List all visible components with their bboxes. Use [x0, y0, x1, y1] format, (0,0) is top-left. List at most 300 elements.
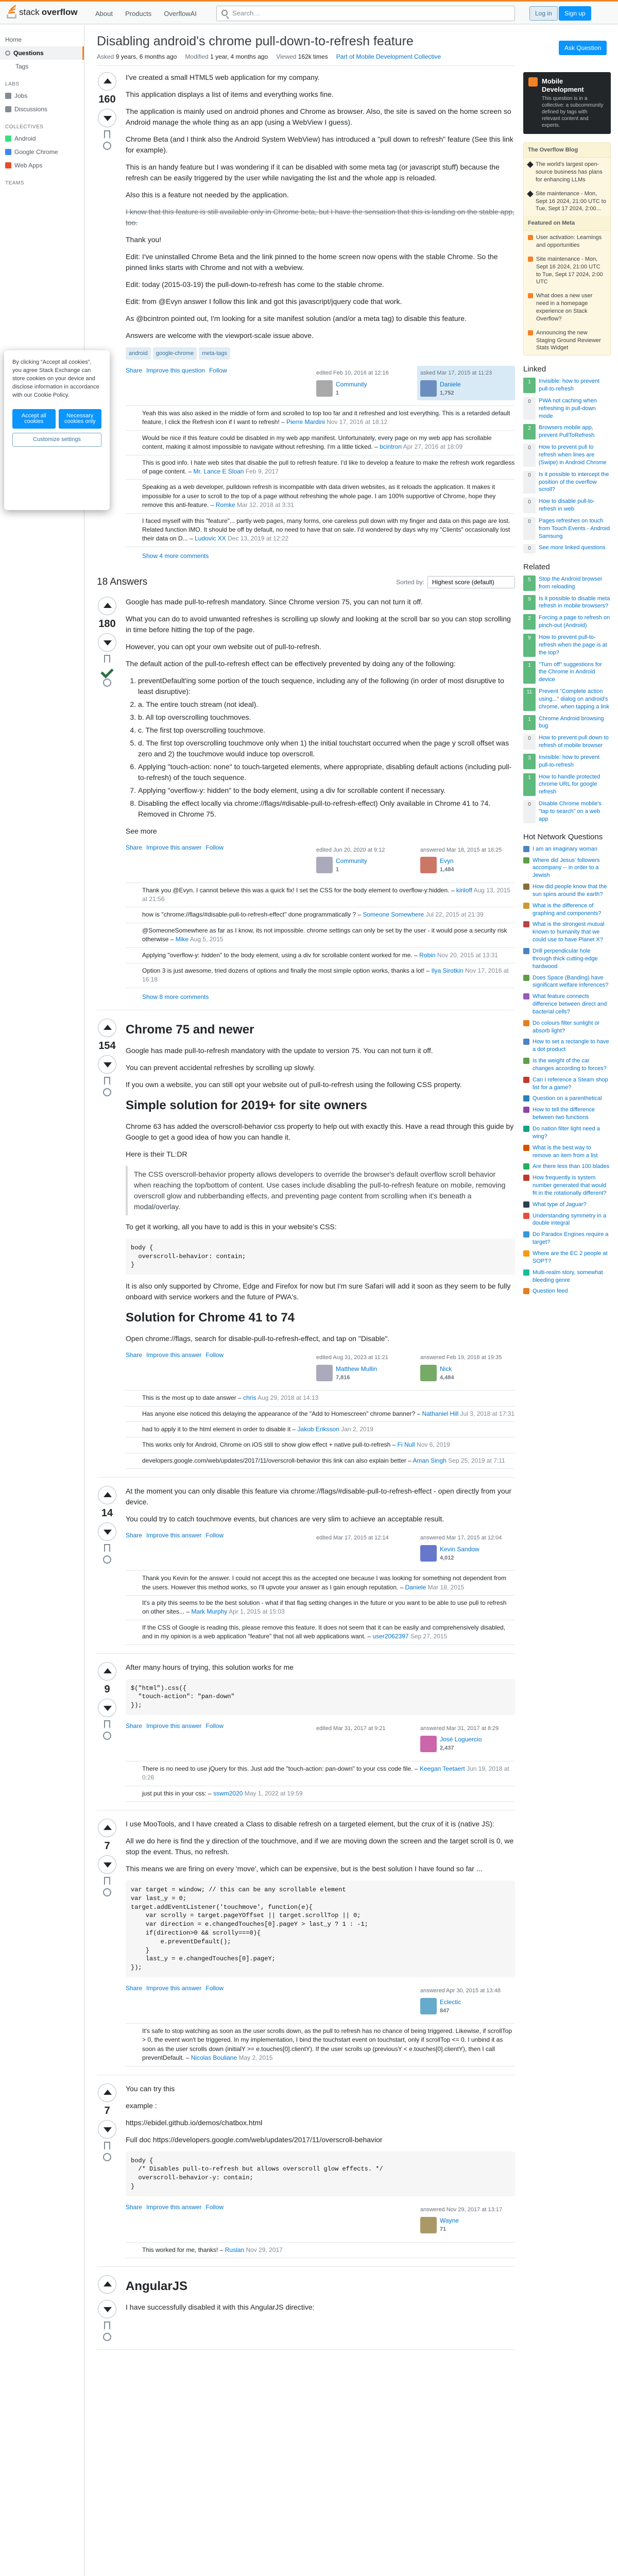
upvote-icon[interactable] [98, 2275, 116, 2294]
related-item[interactable] [523, 595, 611, 611]
related-item[interactable] [523, 773, 611, 796]
nav-collective-android[interactable] [0, 132, 84, 145]
hot-question-label[interactable]: Do Paradox Engines require a target? [533, 1231, 609, 1246]
bookmark-icon[interactable] [104, 130, 110, 139]
post-menu [126, 1350, 224, 1360]
history-icon[interactable] [103, 679, 111, 687]
comment-date[interactable]: Jun 19, 2018 at 0:26 [142, 1765, 509, 1782]
hot-question-label[interactable]: Drill perpendicular hole through thick cutting-edge hardwood [533, 947, 598, 970]
linked-item-label[interactable]: Pages refreshes on touch from Touch Events - Android Samsung [539, 517, 610, 539]
related-item-label[interactable]: "Turn off" suggestions for the Chrome in Android device [539, 661, 602, 683]
bookmark-icon[interactable] [104, 1077, 110, 1085]
share-link[interactable]: Share [126, 1985, 143, 1992]
hot-question-item[interactable] [523, 1125, 611, 1141]
featured-item[interactable] [524, 231, 610, 252]
necessary-cookies-button[interactable]: Necessary cookies only [59, 409, 102, 429]
linked-item[interactable] [523, 378, 611, 393]
linked-item[interactable] [523, 471, 611, 494]
bookmark-icon[interactable] [104, 2321, 110, 2330]
follow-link[interactable]: Follow [205, 1985, 224, 1992]
comment-user[interactable]: kiriloff [456, 886, 472, 894]
upvote-icon[interactable] [98, 1662, 116, 1681]
hot-question-label[interactable]: Do nation filter light need a wing? [533, 1126, 600, 1140]
comment-date[interactable]: Feb 9, 2017 [245, 467, 279, 475]
avatar[interactable] [420, 1545, 437, 1562]
answer-body [126, 1019, 515, 1469]
related-item[interactable] [523, 715, 611, 731]
related-item[interactable] [523, 688, 611, 711]
editor-user [316, 1364, 408, 1382]
share-link[interactable]: Share [126, 843, 143, 851]
downvote-icon[interactable] [98, 1055, 116, 1074]
comment-text: Thank you @Evyn. I cannot believe this was a quick fix! I set the CSS for the body element to overflow-y:hidden. [142, 886, 450, 894]
comment-user[interactable]: Fi Null [397, 1441, 415, 1449]
answered-date: answered Mar 17, 2015 at 12:04 [420, 1535, 502, 1541]
related-item-label[interactable]: Prevent "Complete action using..." dialog on android's chrome, when tapping a link [539, 688, 609, 710]
comment-date[interactable]: Dec 13, 2019 at 12:22 [228, 535, 289, 543]
hot-question-item[interactable] [523, 845, 611, 853]
hot-question-item[interactable] [523, 1212, 611, 1228]
hot-question-label[interactable]: What is the difference of graphing and components? [533, 902, 602, 917]
hot-question-item[interactable] [523, 1057, 611, 1073]
upvote-icon[interactable] [98, 1486, 116, 1504]
follow-link[interactable]: Follow [205, 2203, 224, 2211]
answer-post [97, 2083, 515, 2267]
meta-icon [528, 330, 533, 335]
comment [126, 923, 515, 948]
history-icon[interactable] [103, 1088, 111, 1096]
nav-overflowai[interactable]: OverflowAI [164, 10, 197, 18]
downvote-icon[interactable] [98, 633, 116, 652]
hot-question-item[interactable] [523, 1163, 611, 1171]
hot-question-label[interactable]: What type of Jaguar? [533, 1201, 587, 1208]
score-badge: 9 [523, 595, 536, 611]
comment-date[interactable]: May 2, 2015 [238, 2054, 273, 2062]
related-item[interactable] [523, 634, 611, 657]
comment [126, 431, 515, 455]
comment-date[interactable]: Apr 27, 2016 at 18:09 [403, 443, 462, 451]
answer-paragraph: I use MooTools, and I have created a Class to disable refresh on a targeted element, but the crux of it is (native JS): [126, 1820, 494, 1828]
nav-tags[interactable] [0, 60, 84, 73]
question-title[interactable]: Disabling android's chrome pull-down-to-refresh feature [97, 34, 414, 48]
comment-score [126, 517, 138, 544]
hot-question-item[interactable] [523, 921, 611, 944]
downvote-icon[interactable] [98, 1522, 116, 1541]
hot-question-label[interactable]: Question feed [533, 1288, 568, 1295]
hot-question-item[interactable] [523, 883, 611, 899]
related-item[interactable] [523, 661, 611, 684]
history-icon[interactable] [103, 2333, 111, 2341]
nav-home[interactable] [0, 33, 84, 46]
comment-date[interactable]: Jan 2, 2019 [341, 1425, 373, 1433]
blog-item[interactable] [524, 187, 610, 216]
featured-item[interactable] [524, 326, 610, 355]
hot-question-label[interactable]: Where did Jesus' followers accompany -- in order to a Jewish [533, 857, 600, 879]
question-meta [97, 53, 515, 66]
hot-question-item[interactable] [523, 902, 611, 918]
author-name[interactable]: José Loguercio [440, 1736, 482, 1743]
downvote-icon[interactable] [98, 2300, 116, 2318]
site-logo[interactable] [7, 6, 78, 19]
upvote-icon[interactable] [98, 597, 116, 615]
comment-score [126, 1765, 138, 1783]
author-name[interactable]: Daniele [440, 380, 461, 388]
history-icon[interactable] [103, 2153, 111, 2161]
comment-text: It's a pity this seems to be the best solution - what if that flag setting changes in the future or you want to be able to use pull to refresh on other sites... [142, 1599, 507, 1616]
edited-date[interactable]: edited Mar 17, 2015 at 12:14 [316, 1535, 389, 1541]
comment-user[interactable]: sswm2020 [213, 1789, 243, 1797]
upvote-icon[interactable] [98, 2083, 116, 2102]
related-item[interactable] [523, 800, 611, 823]
related-item-label[interactable]: Disable Chrome mobile's "tap to search" on a web app [539, 801, 602, 822]
comment-date[interactable]: Aug 29, 2018 at 14:13 [258, 1394, 319, 1402]
linked-item-label[interactable]: See more linked questions [539, 545, 606, 551]
share-link[interactable]: Share [126, 1351, 143, 1359]
linked-item[interactable] [523, 424, 611, 439]
hot-question-item[interactable] [523, 857, 611, 880]
customize-cookies-button[interactable]: Customize settings [12, 433, 101, 447]
show-more-comments[interactable]: Show 8 more comments [142, 993, 209, 1001]
comment-user[interactable]: Aman Singh [413, 1456, 447, 1464]
hot-question-item[interactable] [523, 1076, 611, 1092]
related-item-label[interactable]: Is it possible to disable meta refresh in mobile browsers? [539, 595, 610, 609]
comment-date[interactable]: Aug 13, 2015 at 21:56 [142, 886, 511, 903]
hot-question-label[interactable]: Is the weight of the car changes according to forces? [533, 1058, 607, 1072]
hot-question-item[interactable] [523, 1250, 611, 1265]
linked-item[interactable] [523, 517, 611, 540]
related-item-label[interactable]: How to prevent pull-to-refresh when the page is at the top? [539, 634, 607, 656]
hot-question-label[interactable]: Can I reference a Steam shop list for a game? [533, 1076, 608, 1091]
follow-link[interactable]: Follow [205, 843, 224, 851]
collective-card[interactable] [523, 72, 611, 134]
answer-list-item: 6. Applying "touch-action: none" to touch-targeted elements, where appropriate, disabling default actions (including pull-to-refresh) of the touch sequence. [138, 761, 515, 783]
comment-score [126, 886, 138, 904]
comment-date[interactable]: May 1, 2022 at 19:59 [244, 1789, 303, 1797]
bookmark-icon[interactable] [104, 1720, 110, 1728]
downvote-icon[interactable] [98, 2120, 116, 2139]
bookmark-icon[interactable] [104, 2142, 110, 2150]
avatar[interactable] [420, 1736, 437, 1752]
avatar[interactable] [420, 2217, 437, 2233]
related-item-label[interactable]: Invisible: how to prevent pull-to-refresh [539, 754, 600, 768]
comment-user[interactable]: user2062397 [372, 1633, 409, 1640]
hot-question-label[interactable]: What feature connects difference between direct and bacterial cells? [533, 993, 607, 1015]
linked-item-label[interactable]: PWA not caching when refreshing in pull-down mode [539, 397, 597, 419]
accept-cookies-button[interactable]: Accept all cookies [12, 409, 56, 429]
search-icon [221, 10, 228, 16]
comment-date[interactable]: Nov 29, 2017 [246, 2246, 283, 2253]
comment-user[interactable]: Nicolas Bouliane [191, 2054, 237, 2062]
site-icon [523, 1250, 529, 1257]
author-rep: 2,437 [440, 1745, 454, 1752]
comment-user[interactable]: Mark Murphy [191, 1608, 228, 1616]
show-more-comments[interactable]: Show 4 more comments [142, 552, 209, 560]
edited-date[interactable]: edited Aug 31, 2023 at 11:21 [316, 1354, 388, 1361]
linked-item[interactable] [523, 444, 611, 467]
comment-date[interactable]: Jul 3, 2018 at 17:31 [460, 1410, 514, 1417]
comment [126, 1761, 515, 1786]
history-icon[interactable] [103, 142, 111, 150]
hot-question-label[interactable]: How did people know that the sun spins around the earth? [533, 884, 607, 897]
improve-link[interactable]: Improve this answer [146, 1985, 202, 1992]
history-icon[interactable] [103, 1732, 111, 1740]
author-name[interactable]: Wayne [440, 2217, 459, 2225]
upvote-icon[interactable] [98, 1819, 116, 1837]
editor-name[interactable]: Community [336, 857, 367, 865]
author-user [420, 1545, 512, 1563]
hot-question-label[interactable]: Are there less than 100 blades [533, 1163, 610, 1170]
follow-link[interactable]: Follow [205, 1351, 224, 1359]
comment-date[interactable]: Jul 22, 2015 at 21:39 [425, 911, 484, 919]
see-more-link[interactable]: See more [126, 826, 157, 835]
comment-body: developers.google.com/web/updates/2017/11/overscroll-behavior this link can also explain better – Aman Singh Sep 25, 2019 at 7:11 [142, 1456, 505, 1464]
comment-user[interactable]: Mike [175, 936, 189, 943]
score-badge: 0 [523, 471, 536, 494]
hot-question-item[interactable] [523, 947, 611, 971]
hot-question-item[interactable] [523, 1106, 611, 1122]
hot-question-item[interactable] [523, 993, 611, 1016]
comment-date[interactable]: Nov 6, 2019 [417, 1441, 450, 1449]
score-badge: 0 [523, 800, 536, 823]
tag-android[interactable]: android [126, 347, 151, 360]
author-rep: 4,484 [440, 1374, 454, 1381]
share-link[interactable]: Share [126, 1532, 143, 1539]
answer-heading: Chrome 75 and newer [126, 1022, 254, 1037]
sort-select[interactable]: Highest score (default) [427, 576, 515, 588]
blog-item[interactable] [524, 158, 610, 187]
comment-user[interactable]: Mr. Lance E Sloan [193, 467, 244, 475]
edited-date[interactable]: edited Jun 20, 2020 at 9:12 [316, 846, 385, 853]
downvote-icon[interactable] [98, 1699, 116, 1717]
question-paragraph: As @bcintron pointed out, I'm looking for a site manifest solution (and/or a meta tag) to disable this feature. [126, 314, 467, 323]
comment-score [126, 409, 138, 427]
share-link[interactable]: Share [126, 2203, 143, 2211]
bookmark-icon[interactable] [104, 1877, 110, 1885]
comment-date[interactable]: Nov 20, 2015 at 13:31 [437, 951, 498, 959]
avatar[interactable] [316, 380, 333, 397]
linked-item-label[interactable]: Invisible: how to prevent pull-to-refresh [539, 378, 600, 393]
share-link[interactable]: Share [126, 367, 143, 374]
blog-heading: The Overflow Blog [524, 143, 610, 158]
comment-user[interactable]: Ilya Sirotkin [431, 967, 464, 975]
bookmark-icon[interactable] [104, 655, 110, 663]
hot-question-item[interactable] [523, 1174, 611, 1197]
comment-body: @SomeoneSomewhere as far as I know, its not impossible. chrome settings can only be set by the user - it would pose a security risk otherwise – Mike Aug 5, 2015 [142, 926, 507, 943]
hot-question-label[interactable]: Do colours filter sunlight or absorb light? [533, 1020, 600, 1034]
comment-user[interactable]: chris [243, 1394, 256, 1402]
comment-user[interactable]: Nathaniel Hill [422, 1410, 459, 1417]
author-rep: 1,752 [440, 389, 454, 396]
hot-question-item[interactable] [523, 1287, 611, 1295]
improve-link[interactable]: Improve this answer [146, 1351, 202, 1359]
related-item[interactable] [523, 734, 611, 750]
hot-question-label[interactable]: How to set a rectangle to have a dot product [533, 1039, 609, 1053]
answer-footer [126, 2202, 515, 2237]
editor-name[interactable]: Community [336, 380, 367, 388]
comment-user[interactable]: Romke [215, 501, 235, 509]
comment-score [126, 1623, 138, 1641]
comment-user[interactable]: Daniele [405, 1583, 426, 1591]
linked-item-label[interactable]: Is it possible to intercept the position of the overflow scroll? [539, 471, 609, 493]
hot-question-label[interactable]: What is the best way to remove an item from a list [533, 1144, 598, 1159]
hot-question-item[interactable] [523, 1144, 611, 1160]
ask-question-button[interactable]: Ask Question [559, 41, 607, 55]
collective-badge[interactable]: Part of Mobile Development Collective [336, 53, 441, 60]
modified-label: Modified [185, 53, 209, 60]
upvote-icon[interactable] [98, 1019, 116, 1037]
bookmark-icon[interactable] [104, 1544, 110, 1552]
answer-footer [126, 1984, 515, 2018]
hot-question-item[interactable] [523, 1201, 611, 1209]
comment-date[interactable]: Mar 12, 2018 at 3:31 [237, 501, 294, 509]
hot-question-label[interactable]: Question on a parenthetical [533, 1095, 602, 1102]
nav-products[interactable]: Products [125, 10, 152, 18]
hot-question-label[interactable]: How to tell the difference between two functions [533, 1107, 595, 1121]
nav-collective-chrome[interactable] [0, 145, 84, 159]
downvote-icon[interactable] [98, 109, 116, 127]
comment-date[interactable]: Nov 17, 2016 at 16:18 [142, 967, 509, 984]
answer-footer [126, 1531, 515, 1565]
post-menu [126, 2202, 224, 2212]
follow-link[interactable]: Follow [209, 367, 227, 374]
edited-date[interactable]: Feb 10, 2016 at 12:16 [333, 370, 389, 376]
related-item[interactable] [523, 754, 611, 769]
code-block: var target = window; // this can be any scrollable element var last_y = 0; target.addEventListener('touchmove', function(e){ var scrolly = target.pageYOffset || target.scrollTop || 0; var direction = e.changedTouches[0].pageY > last_y ? 1 : -1; if(direction>0 && scrolly===0){ e.preventDefault(); } last_y = e.changedTouches[0].pageY; }); [126, 1880, 515, 1977]
avatar[interactable] [420, 380, 437, 397]
history-icon[interactable] [103, 1888, 111, 1896]
comment-score [126, 1440, 138, 1449]
comment-user[interactable]: Pierre Mardini [286, 418, 325, 426]
hot-question-label[interactable]: Multi-realm story, somewhat bleeding genre [533, 1269, 603, 1283]
site-icon [523, 1077, 529, 1083]
related-item-label[interactable]: How to prevent pull down to refresh of mobile browser [539, 735, 609, 749]
author-name[interactable]: Eclectic [440, 1998, 461, 2006]
author-name[interactable]: Nick [440, 1365, 452, 1372]
comment-score [126, 926, 138, 944]
comment-body: This worked for me, thanks! – Ruslan Nov 29, 2017 [142, 2246, 283, 2253]
modified-value[interactable]: 1 year, 4 months ago [210, 53, 268, 60]
editor-name[interactable]: Matthew Mullin [336, 1365, 377, 1372]
comment-date[interactable]: Mar 18, 2015 [427, 1583, 465, 1591]
nav-questions[interactable] [0, 46, 84, 60]
score-badge: 2 [523, 424, 536, 439]
linked-item[interactable] [523, 544, 611, 553]
login-button[interactable]: Log in [529, 6, 558, 21]
hot-question-item[interactable] [523, 1020, 611, 1035]
comment-user[interactable]: Robin [419, 951, 436, 959]
improve-link[interactable]: Improve this answer [146, 1722, 202, 1730]
related-item-label[interactable]: How to handle protected chrome URL for google refresh [539, 773, 600, 795]
search-input[interactable] [216, 6, 515, 21]
author-signature [417, 843, 515, 877]
search-placeholder: Search… [232, 9, 261, 17]
follow-link[interactable]: Follow [205, 1532, 224, 1539]
hot-question-label[interactable]: Where are the EC 2 people at SOPT? [533, 1250, 608, 1264]
nav-discussions[interactable] [0, 103, 84, 116]
follow-link[interactable]: Follow [205, 1722, 224, 1730]
collective-chrome-label: Google Chrome [14, 148, 58, 156]
signup-button[interactable]: Sign up [559, 6, 591, 21]
comment [126, 1453, 515, 1469]
related-item-label[interactable]: Chrome Android browsing bug [539, 715, 604, 730]
comment-date[interactable]: Apr 1, 2015 at 15:03 [229, 1608, 285, 1616]
tag-meta-tags[interactable]: meta-tags [199, 347, 230, 360]
hot-question-label[interactable]: Does Space (Banding) have significant welfare inferences? [533, 974, 609, 989]
comment-body: how is "chrome://flags/#disable-pull-to-refresh-effect" done programmatically ? – Someone Somewhere Jul 22, 2015 at 21:39 [142, 911, 484, 919]
hot-question-item[interactable] [523, 974, 611, 990]
hot-question-item[interactable] [523, 1269, 611, 1284]
linked-item-label[interactable]: How to disable pull-to-refresh in web [539, 498, 595, 513]
upvote-icon[interactable] [98, 72, 116, 91]
hot-question-label[interactable]: What is the strongest mutual known to humanity that we could use to have Planet X? [533, 921, 605, 943]
nav-jobs[interactable] [0, 89, 84, 103]
improve-link[interactable]: Improve this answer [146, 1532, 202, 1539]
comment-date[interactable]: Sep 27, 2015 [410, 1633, 448, 1640]
author-name[interactable]: Evyn [440, 857, 454, 865]
hot-question-label[interactable]: I am an imaginary woman [533, 845, 597, 852]
author-signature [417, 1350, 515, 1385]
avatar[interactable] [420, 857, 437, 873]
comment-date[interactable]: Aug 5, 2015 [190, 936, 224, 943]
hot-question-item[interactable] [523, 1231, 611, 1246]
nav-collective-webapps[interactable] [0, 159, 84, 172]
post-signatures [313, 1721, 515, 1756]
improve-link[interactable]: Improve this answer [146, 2203, 202, 2211]
comment-date[interactable]: Nov 17, 2016 at 18:12 [327, 418, 388, 426]
avatar[interactable] [420, 1365, 437, 1381]
site-icon [523, 1175, 529, 1181]
comment-user[interactable]: Someone Somewhere [363, 911, 424, 919]
related-item[interactable] [523, 614, 611, 630]
featured-item[interactable] [524, 289, 610, 326]
hot-question-label[interactable]: Understanding symmetry in a double integral [533, 1212, 607, 1227]
comment-user[interactable]: bcintron [380, 443, 402, 451]
share-link[interactable]: Share [126, 1722, 143, 1730]
comment-date[interactable]: Sep 25, 2019 at 7:11 [448, 1456, 505, 1464]
related-item-label[interactable]: Stop the Android browser from reloading [539, 575, 603, 590]
comment-user[interactable]: Ludovic XX [195, 535, 226, 543]
improve-link[interactable]: Improve this answer [146, 843, 202, 851]
history-icon[interactable] [103, 1555, 111, 1564]
improve-link[interactable]: Improve this question [146, 367, 205, 374]
comment-user[interactable]: Ruslan [225, 2246, 245, 2253]
linked-item[interactable] [523, 498, 611, 513]
linked-item-label[interactable]: Browsers mobile app, prevent PullToRefresh [539, 425, 595, 439]
related-item[interactable] [523, 575, 611, 591]
author-signature [417, 2202, 515, 2237]
score-badge: 1 [523, 378, 536, 393]
nav-about[interactable]: About [95, 10, 113, 18]
hot-question-item[interactable] [523, 1095, 611, 1103]
hot-question-label[interactable]: How frequently is system number generated that would fit in the rotationally different? [533, 1175, 607, 1196]
avatar[interactable] [316, 1365, 333, 1381]
tag-google-chrome[interactable]: google-chrome [153, 347, 197, 360]
hot-question-item[interactable] [523, 1038, 611, 1054]
edited-date[interactable]: edited Mar 31, 2017 at 9:21 [316, 1725, 386, 1732]
downvote-icon[interactable] [98, 1855, 116, 1874]
avatar[interactable] [316, 857, 333, 873]
avatar[interactable] [420, 1998, 437, 2014]
comment-user[interactable]: Jakob Eriksson [297, 1425, 339, 1433]
related-item-label[interactable]: Forcing a page to refresh on pinch-out (Android) [539, 615, 610, 629]
author-name[interactable]: Kevin Sandow [440, 1545, 479, 1553]
linked-item-label[interactable]: How to prevent pull to refresh when lines are (Swipe) in Android Chrome [539, 444, 607, 466]
score-badge: 0 [523, 517, 536, 540]
comment-user[interactable]: Keegan Teetaert [419, 1765, 465, 1772]
comment-body: Would be nice if this feature could be disabled in my web app manifest. Unfortunately, every page on my web app has scrollable content, making it almost impossible to navigate without refreshing. I'm a little ticked. – bcintron Apr 27, 2016 at 18:09 [142, 434, 492, 451]
featured-item[interactable] [524, 252, 610, 289]
linked-item[interactable] [523, 397, 611, 420]
